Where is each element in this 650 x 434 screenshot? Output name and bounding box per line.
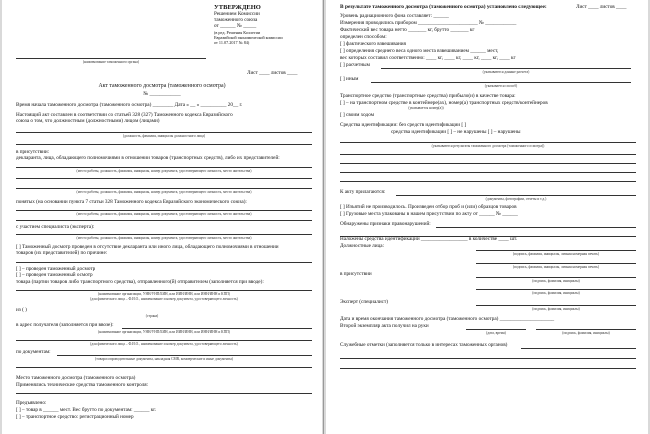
- seals-line: Наложены средства идентификации __________________ в количестве ____ шт.: [340, 236, 518, 242]
- signature-caption: (подпись, фамилия, инициалы): [532, 307, 580, 311]
- weighing-checkbox[interactable]: [ ] фактического взвешивания: [340, 41, 406, 47]
- places-weight-line: вес которых составил соответственно: ____ кг, ____ кг, ____ кг, ____ кг, ____ кг: [340, 55, 516, 61]
- person-caption: (место работы, должность, фамилия, инициалы, номер документа, удостоверяющего личность, место жительства): [76, 169, 252, 173]
- goods-presented-checkbox[interactable]: [ ] – товар в ______ мест. Вес брутто по документам: ______ кг.: [16, 407, 157, 413]
- document-page-1: [2, 0, 322, 434]
- page-divider: [323, 0, 324, 434]
- country-caption: (страна): [145, 314, 159, 318]
- expert-label: Эксперт (специалист): [340, 299, 388, 305]
- intro-line: Настоящий акт составлен в соответствии со статьей 328 (327) Таможенного кодекса Евразийского: [16, 112, 233, 118]
- radiation-line: Уровень радиационного фона составляет: ______: [340, 13, 449, 19]
- sheet-label: Лист ____ листов ____: [247, 70, 298, 76]
- presence-label: в присутствии: [340, 271, 372, 277]
- copy-received-label: Второй экземпляр акта получил на руки: [340, 323, 429, 329]
- person-caption: (место работы, должность, фамилия, инициалы, номер документа, удостоверяющего личность, место жительства): [76, 212, 252, 216]
- identification-line[interactable]: Средства идентификации: без средств идентификации [ ]: [340, 122, 467, 128]
- documents-label: по документам:: [16, 349, 51, 355]
- sender-caption: (наименование организации, УНН/УНП/БИН, или ИИН/ИНН, или ИНН/ИНН и КПП): [98, 292, 230, 296]
- document-page-2: [326, 0, 648, 434]
- results-caption: (указываются результаты таможенного досмотра (таможенного осмотра)): [431, 144, 545, 148]
- intro-line: союза о том, что должностным (должностными) лицом (лицами): [16, 118, 160, 124]
- signature-caption: (подпись, фамилия, инициалы, личная номерная печать): [512, 265, 600, 269]
- sender-caption: (наименование организации, УНН/УНП/БИН, или ИИН/ИНН, или ИНН/ИНН и КПП): [98, 330, 230, 334]
- witnesses-label: понятых (на основании пункта 7 статьи 328 Таможенного кодекса Евразийского экономического союза):: [16, 199, 247, 205]
- expert-label: с участием специалиста (эксперта):: [16, 224, 95, 230]
- date-caption: (дата, время): [486, 331, 506, 335]
- recipient-label: в адрес получателя (заполняется при ввозе):: [16, 322, 114, 328]
- document-number: № ____________: [143, 91, 181, 97]
- declarant-label: декларанта, лица, обладающего полномочиями в отношении товаров (транспортных средств), либо их представителей:: [16, 155, 280, 161]
- end-time-line: Дата и время окончания таможенного досмотра (таможенного осмотра) _____________________: [340, 316, 555, 322]
- absent-reason-line: товаров (их представителей) по причине:: [16, 250, 108, 256]
- attachment-caption: (документы, фотографии, отчеты и т.д.): [485, 197, 547, 201]
- signature-caption: (подпись, фамилия, инициалы): [562, 331, 610, 335]
- start-time-line: Время начала таможенного досмотра (таможенного осмотра) ________ Дата « __ » __________ 20__ г.: [16, 102, 243, 108]
- no-seizure-checkbox[interactable]: [ ] Изъятий не производилось. Произведен отбор проб и (или) образцов товаров: [340, 204, 517, 210]
- inspection-checkbox[interactable]: [ ] – проведен таможенный досмотр: [16, 266, 96, 272]
- other-method-checkbox[interactable]: [ ] иным: [340, 76, 359, 82]
- place-label: Место таможенного досмотра (таможенного осмотра): [16, 375, 136, 381]
- packed-checkbox[interactable]: [ ] Грузовые места упакованы в нашем присутствии по акту от ______ № ______: [340, 211, 518, 217]
- violations-label: Обнаружены признаки правонарушений:: [340, 221, 431, 227]
- person-caption: (место работы, должность, фамилия, инициалы, номер документа, удостоверяющего личность, место жительства): [76, 236, 252, 240]
- average-weight-checkbox[interactable]: [ ] определения среднего веса одного места взвешиванием ______ мест,: [340, 48, 499, 54]
- goods-line: товара (партии товаров либо транспортного средства), отправленного(й) отправителем (заполняется при вводе):: [16, 279, 264, 285]
- service-notes-label: Служебные отметки (заполняется только в интересах таможенных органов): [340, 342, 508, 348]
- absent-checkbox-line[interactable]: [ ] Таможенный досмотр проведен в отсутствие декларанта или иного лица, обладающего полномочиями в отношении: [16, 244, 279, 250]
- document-title: Акт таможенного досмотра (таможенного осмотра): [98, 83, 226, 89]
- officials-label: Должностные лица:: [340, 243, 385, 249]
- container-checkbox[interactable]: [ ] – на транспортном средстве в контейнере(ах), номер(а) транспортных средств/контейнеров: [340, 100, 548, 106]
- approval-title: УТВЕРЖДЕНО: [214, 4, 261, 11]
- method-label: определен способом:: [340, 34, 387, 40]
- presence-label: в присутствии:: [16, 149, 50, 155]
- signature-caption: (подпись, фамилия, инициалы): [532, 291, 580, 295]
- method-caption: (указывается способ): [484, 84, 518, 88]
- approval-line: от 11.07.2017 № 84): [214, 40, 250, 45]
- documents-caption: (товаросопроводительные документы, накладная CMR, коммерческие и иные документы): [95, 357, 233, 361]
- number-caption: (указывается номер(а)): [408, 106, 444, 110]
- transport-line: Транспортное средство (транспортные средства) прибыло(и) в качестве товара:: [340, 93, 516, 99]
- result-title: В результате таможенного досмотра (таможенного осмотра) установлено следующее:: [340, 4, 547, 10]
- sheet-label: Лист ____ листов ____: [576, 4, 627, 10]
- own-motion-checkbox[interactable]: [ ] своим ходом: [340, 112, 374, 118]
- approval-line: Решением Комиссии: [214, 11, 260, 17]
- organ-caption: (наименование таможенного органа): [82, 60, 140, 64]
- attachment-label: К акту прилагаются:: [340, 189, 386, 195]
- instrument-line: Измерения проводились прибором _______________________ № ____________: [340, 20, 517, 26]
- calculated-checkbox[interactable]: [ ] расчетным: [340, 62, 370, 68]
- approval-line: (в ред. Решения Коллегии: [214, 30, 261, 35]
- approval-line: таможенного союза: [214, 17, 258, 23]
- approval-line: Евразийской экономической комиссии: [214, 35, 283, 40]
- weight-line: Фактический вес товара нетто _______ кг, брутто _______ кг: [340, 27, 475, 33]
- tech-label: Применялись технические средства таможенного контроля:: [16, 382, 149, 388]
- examination-checkbox[interactable]: [ ] – проведен таможенный осмотр: [16, 272, 93, 278]
- official-caption: (должность, фамилия, инициалы должностного лица): [122, 134, 206, 138]
- person-caption: (место работы, должность, фамилия, инициалы, номер документа, удостоверяющего личность, место жительства): [76, 190, 252, 194]
- signature-caption: (подпись, фамилия, инициалы, личная номерная печать): [512, 252, 600, 256]
- vehicle-presented-checkbox[interactable]: [ ] – транспортное средство: регистрационный номер: [16, 414, 134, 420]
- signature-caption: (подпись, фамилия, инициалы): [532, 279, 580, 283]
- sender-caption-2: (для физического лица – Ф.И.О., наименование и номер документа, удостоверяющего личность): [90, 342, 238, 346]
- approval-line: от ______ № _____: [214, 23, 257, 29]
- calc-caption: (указываются данные расчета): [482, 70, 530, 74]
- sender-caption-2: (для физического лица – Ф.И.О., наименование и номер документа, удостоверяющего личность): [90, 297, 238, 301]
- from-country-line: из ( ): [16, 307, 27, 313]
- presented-label: Предъявлено:: [16, 400, 47, 406]
- identification-status-line[interactable]: средства идентификации [ ] – не нарушены [ ] – нарушены: [391, 129, 521, 135]
